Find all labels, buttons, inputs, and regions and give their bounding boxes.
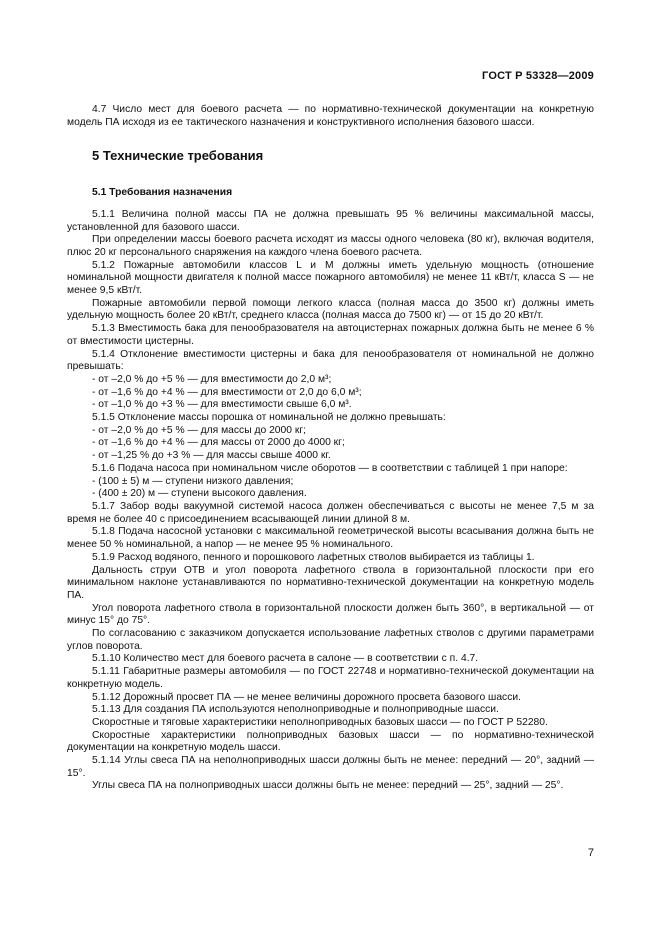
paragraph-agreement: По согласованию с заказчиком допускается использование лафетных стволов с другими параметрами углов поворота.: [67, 628, 594, 652]
section-title: 5 Технические требования: [92, 148, 264, 164]
paragraph-5-1-2: 5.1.2 Пожарные автомобили классов L и М должны иметь удельную мощность (отношение номинальной мощности двигателя к полной массе пожарного автомобиля) не менее 11 кВт/т, класса S — не менее 9,5 кВт/т.: [67, 259, 594, 297]
subsection-title: 5.1 Требования назначения: [92, 187, 233, 199]
document-header: ГОСТ Р 53328—2009: [482, 70, 594, 82]
list-item: - от –1,0 % до +3 % — для вместимости свыше 6,0 м³.: [92, 399, 352, 411]
paragraph-4-7: 4.7 Число мест для боевого расчета — по нормативно-технической документации на конкретную модель ПА исходя из ее тактического назначения и конструктивного исполнения базового шасси.: [67, 104, 594, 128]
paragraph-5-1-8: 5.1.8 Подача насосной установки с максимальной геометрической высоты всасывания должна быть не менее 50 % номинальной, а напор — не менее 95 % номинального.: [67, 526, 594, 551]
paragraph-crew-mass: При определении массы боевого расчета исходят из массы одного человека (80 кг), включая водителя, плюс 20 кг персонального снаряжения на каждого члена боевого расчета.: [67, 234, 594, 258]
paragraph-5-1-13: 5.1.13 Для создания ПА используются неполноприводные и полноприводные шасси.: [92, 704, 499, 716]
list-item: - от –2,0 % до +5 % — для массы до 2000 кг;: [92, 424, 306, 436]
list-item: - от –2,0 % до +5 % — для вместимости до 2,0 м³;: [92, 373, 332, 385]
paragraph-rotation-angle: Угол поворота лафетного ствола в горизонтальной плоскости должен быть 360°, в вертикальной — от минус 15° до 75°.: [67, 602, 594, 627]
paragraph-overhang-full: Углы свеса ПА на полноприводных шасси должны быть не менее: передний — 25°, задний — 25°.: [92, 780, 564, 792]
paragraph-5-1-4: 5.1.4 Отклонение вместимости цистерны и бака для пенообразователя от номинальной не должно превышать:: [67, 348, 594, 373]
paragraph-5-1-11: 5.1.11 Габаритные размеры автомобиля — по ГОСТ 22748 и нормативно-технической документации на конкретную модель.: [67, 666, 594, 690]
list-item: - от –1,6 % до +4 % — для вместимости от 2,0 до 6,0 м³;: [92, 386, 362, 398]
paragraph-5-1-14: 5.1.14 Углы свеса ПА на неполноприводных шасси должны быть не менее: передний — 20°, задний — 15°.: [67, 755, 594, 779]
document-body: [67, 104, 594, 793]
list-item: - от –1,25 % до +3 % — для массы свыше 4000 кг.: [92, 450, 331, 462]
list-item: - (100 ± 5) м — ступени низкого давления;: [92, 475, 294, 487]
list-item: - от –1,6 % до +4 % — для массы от 2000 до 4000 кг;: [92, 437, 345, 449]
paragraph-speed-full: Скоростные характеристики полноприводных базовых шасси — по нормативно-технической документации на конкретную модель шасси.: [67, 729, 594, 754]
paragraph-5-1-10: 5.1.10 Количество мест для боевого расчета в салоне — в соответствии с п. 4.7.: [92, 653, 479, 665]
paragraph-speed-partial: Скоростные и тяговые характеристики неполноприводных базовых шасси — по ГОСТ Р 52280.: [92, 716, 548, 728]
paragraph-first-aid: Пожарные автомобили первой помощи легкого класса (полная масса до 3500 кг) должны иметь удельную мощность более 20 кВт/т, среднего класса (полная масса до 7500 кг) — от 15 до 20 кВт/т.: [67, 297, 594, 322]
paragraph-5-1-12: 5.1.12 Дорожный просвет ПА — не менее величины дорожного просвета базового шасси.: [92, 691, 521, 703]
paragraph-5-1-1: 5.1.1 Величина полной массы ПА не должна превышать 95 % величины максимальной массы, установленной для базового шасси.: [67, 208, 594, 233]
page-number: 7: [587, 847, 594, 859]
paragraph-jet-range: Дальность струи ОТВ и угол поворота лафетного ствола в горизонтальной плоскости при его минимальном наклоне устанавливаются по нормативно-технической документации на конкретную модель ПА.: [67, 564, 594, 601]
paragraph-5-1-6: 5.1.6 Подача насоса при номинальном числе оборотов — в соответствии с таблицей 1 при напоре:: [92, 462, 568, 474]
paragraph-5-1-9: 5.1.9 Расход водяного, пенного и порошкового лафетных стволов выбирается из таблицы 1.: [92, 551, 535, 563]
paragraph-5-1-3: 5.1.3 Вместимость бака для пенообразователя на автоцистернах пожарных должна быть не менее 6 % от вместимости цистерны.: [67, 323, 594, 347]
paragraph-5-1-7: 5.1.7 Забор воды вакуумной системой насоса должен обеспечиваться с высоты не менее 7,5 м за время не более 40 с присоединением всасывающей линии длиной 8 м.: [67, 500, 594, 525]
paragraph-5-1-5: 5.1.5 Отклонение массы порошка от номинальной не должно превышать:: [92, 412, 446, 424]
list-item: - (400 ± 20) м — ступени высокого давления.: [92, 488, 307, 500]
